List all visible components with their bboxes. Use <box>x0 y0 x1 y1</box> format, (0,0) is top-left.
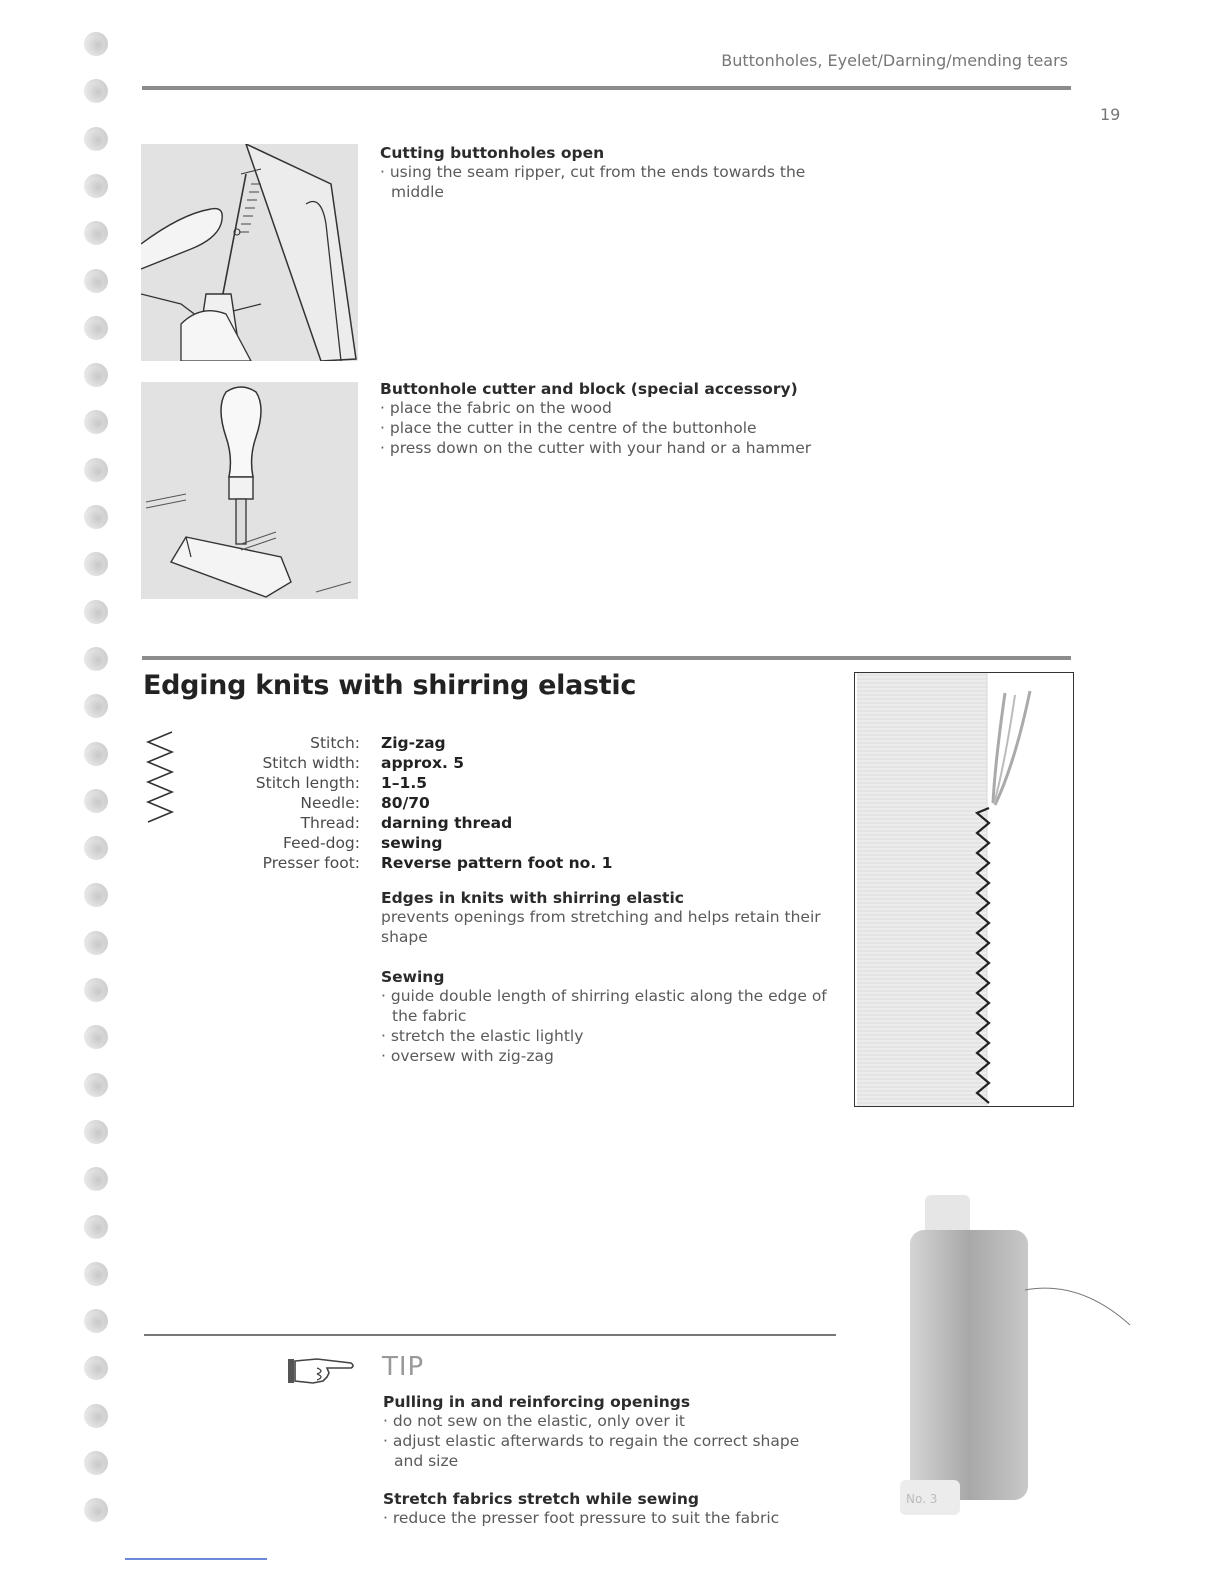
binding-hole <box>84 316 108 340</box>
binding-hole <box>84 1215 108 1239</box>
binding-hole <box>84 32 108 56</box>
thread-spool-photo <box>880 1190 1030 1520</box>
tip-section-2 <box>383 1490 833 1528</box>
spec-values <box>381 733 681 873</box>
edges-section <box>381 889 831 947</box>
cutting-buttonholes-section <box>380 144 840 202</box>
cutter-heading: Buttonhole cutter and block (special accessory) <box>380 380 798 398</box>
spec-value: 80/70 <box>381 794 430 812</box>
binding-hole <box>84 1262 108 1286</box>
list-item: · do not sew on the elastic, only over it <box>383 1411 833 1431</box>
section-title: Edging knits with shirring elastic <box>143 670 637 701</box>
binding-hole <box>84 836 108 860</box>
spec-label: Feed-dog: <box>283 834 360 852</box>
spec-label: Stitch: <box>310 734 360 752</box>
binding-hole <box>84 127 108 151</box>
sewing-section <box>381 968 831 1066</box>
sewing-steps <box>381 986 831 1066</box>
tip-section-1 <box>383 1393 833 1471</box>
cutter-steps <box>380 398 860 458</box>
zigzag-stitch-icon <box>144 730 178 832</box>
header-rule <box>142 86 1071 90</box>
binding-hole <box>84 269 108 293</box>
tip-steps-2 <box>383 1508 833 1528</box>
spec-label: Stitch length: <box>255 774 360 792</box>
list-item: · press down on the cutter with your hand or a hammer <box>380 438 860 458</box>
binding-hole <box>84 1498 108 1522</box>
binding-hole <box>84 1404 108 1428</box>
section-rule <box>142 656 1071 660</box>
seam-ripper-illustration <box>141 144 358 361</box>
cutting-steps <box>380 162 840 202</box>
list-item: · using the seam ripper, cut from the ends towards the middle <box>380 162 840 202</box>
list-item: · reduce the presser foot pressure to suit the fabric <box>383 1508 833 1528</box>
binding-hole <box>84 221 108 245</box>
binding-hole <box>84 79 108 103</box>
buttonhole-cutter-section <box>380 380 860 458</box>
cutting-heading: Cutting buttonholes open <box>380 144 605 162</box>
spec-label: Thread: <box>300 814 360 832</box>
binding-hole <box>84 458 108 482</box>
binding-hole <box>84 174 108 198</box>
list-item: · oversew with zig-zag <box>381 1046 831 1066</box>
footer-link-line <box>125 1558 267 1560</box>
spec-value: darning thread <box>381 814 513 832</box>
binding-hole <box>84 600 108 624</box>
binding-hole <box>84 505 108 529</box>
buttonhole-cutter-illustration <box>141 382 358 599</box>
binding-hole <box>84 694 108 718</box>
spec-label: Needle: <box>300 794 360 812</box>
spec-label: Presser foot: <box>262 854 360 872</box>
binding-hole <box>84 978 108 1002</box>
page-header-title: Buttonholes, Eyelet/Darning/mending tears <box>721 51 1068 70</box>
binding-hole <box>84 552 108 576</box>
page-number: 19 <box>1100 105 1121 124</box>
binding-hole <box>84 1120 108 1144</box>
binding-hole <box>84 883 108 907</box>
list-item: · place the fabric on the wood <box>380 398 860 418</box>
binding-hole <box>84 1451 108 1475</box>
binding-hole <box>84 1025 108 1049</box>
tip-steps-1 <box>383 1411 833 1471</box>
list-item: · guide double length of shirring elastic along the edge of the fabric <box>381 986 831 1026</box>
binding-hole <box>84 363 108 387</box>
spec-value: approx. 5 <box>381 754 465 772</box>
binding-hole <box>84 410 108 434</box>
binding-hole <box>84 1167 108 1191</box>
spec-label: Stitch width: <box>262 754 360 772</box>
edges-heading: Edges in knits with shirring elastic <box>381 889 684 907</box>
spec-value: 1–1.5 <box>381 774 427 792</box>
spec-value: sewing <box>381 834 443 852</box>
tip-heading-1: Pulling in and reinforcing openings <box>383 1393 691 1411</box>
binding-hole <box>84 789 108 813</box>
binding-hole <box>84 647 108 671</box>
tip-rule <box>144 1334 836 1336</box>
sewing-heading: Sewing <box>381 968 445 986</box>
binding-hole <box>84 1309 108 1333</box>
knit-edge-photo <box>854 672 1074 1107</box>
tip-heading-2: Stretch fabrics stretch while sewing <box>383 1490 700 1508</box>
edges-text: prevents openings from stretching and helps retain their shape <box>381 908 821 946</box>
list-item: · adjust elastic afterwards to regain the correct shape and size <box>383 1431 833 1471</box>
list-item: · stretch the elastic lightly <box>381 1026 831 1046</box>
spec-value: Reverse pattern foot no. 1 <box>381 854 613 872</box>
binding-hole <box>84 1073 108 1097</box>
list-item: · place the cutter in the centre of the buttonhole <box>380 418 860 438</box>
binding-hole <box>84 1356 108 1380</box>
loose-thread <box>1020 1280 1140 1340</box>
spool-label: No. 3 <box>906 1492 938 1506</box>
pointing-hand-icon <box>287 1355 355 1391</box>
tip-label: TIP <box>382 1352 425 1382</box>
binding-hole <box>84 742 108 766</box>
spec-value: Zig-zag <box>381 734 446 752</box>
binding-hole <box>84 931 108 955</box>
spec-labels <box>200 733 360 873</box>
